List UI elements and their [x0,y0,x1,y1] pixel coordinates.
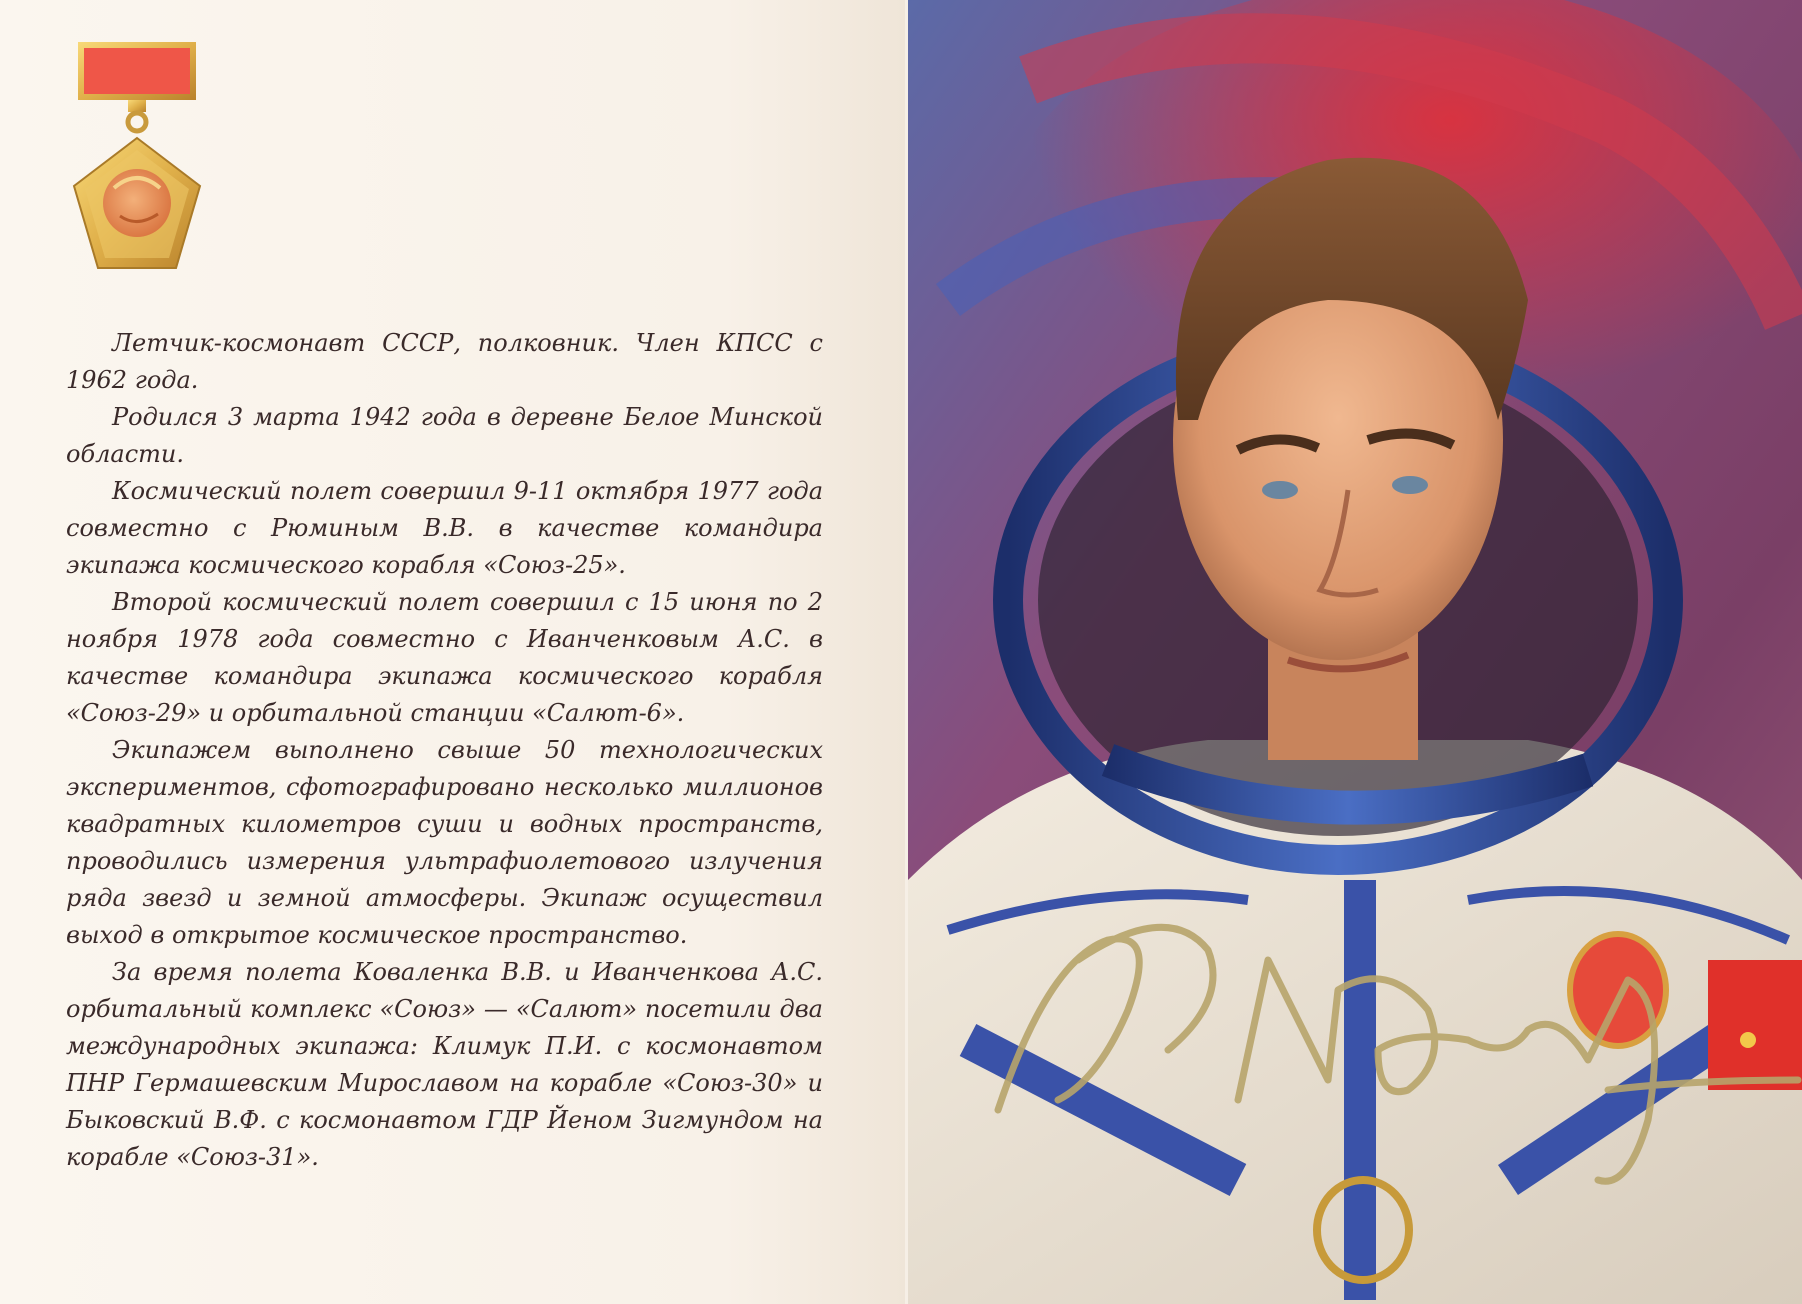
bio-paragraph: Второй космический полет совершил с 15 июня по 2 ноября 1978 года совместно с Иванченковым А.С. в качестве командира экипажа космического корабля «Союз-29» и орбитальной станции «Салют-6». [66,588,823,727]
bio-paragraph: Космический полет совершил 9-11 октября 1977 года совместно с Рюминым В.В. в качестве командира экипажа космического корабля «Союз-25». [66,477,823,579]
bio-paragraph: За время полета Коваленка В.В. и Иванченкова А.С. орбитальный комплекс «Союз» — «Салют» посетили два международных экипажа: Климук П.И. с космонавтом ПНР Гермашевским Мирославом на корабле «Союз-30» и Быковский В.Ф. с космонавтом ГДР Йеном Зигмундом на корабле «Союз-31». [66,958,823,1171]
bio-paragraph: Летчик-космонавт СССР, полковник. Член КПСС с 1962 года. [66,329,823,394]
medal-icon [62,38,212,274]
cosmonaut-portrait [908,0,1802,1304]
biography [66,325,823,1176]
bio-paragraph: Экипажем выполнено свыше 50 технологических экспериментов, сфотографировано несколько миллионов квадратных километров суши и водных пространств, проводились измерения ультрафиолетового излучения ряда звезд и земной атмосферы. Экипаж осуществил выход в открытое космическое пространство. [66,736,823,949]
bio-paragraph: Родился 3 марта 1942 года в деревне Белое Минской области. [66,403,823,468]
